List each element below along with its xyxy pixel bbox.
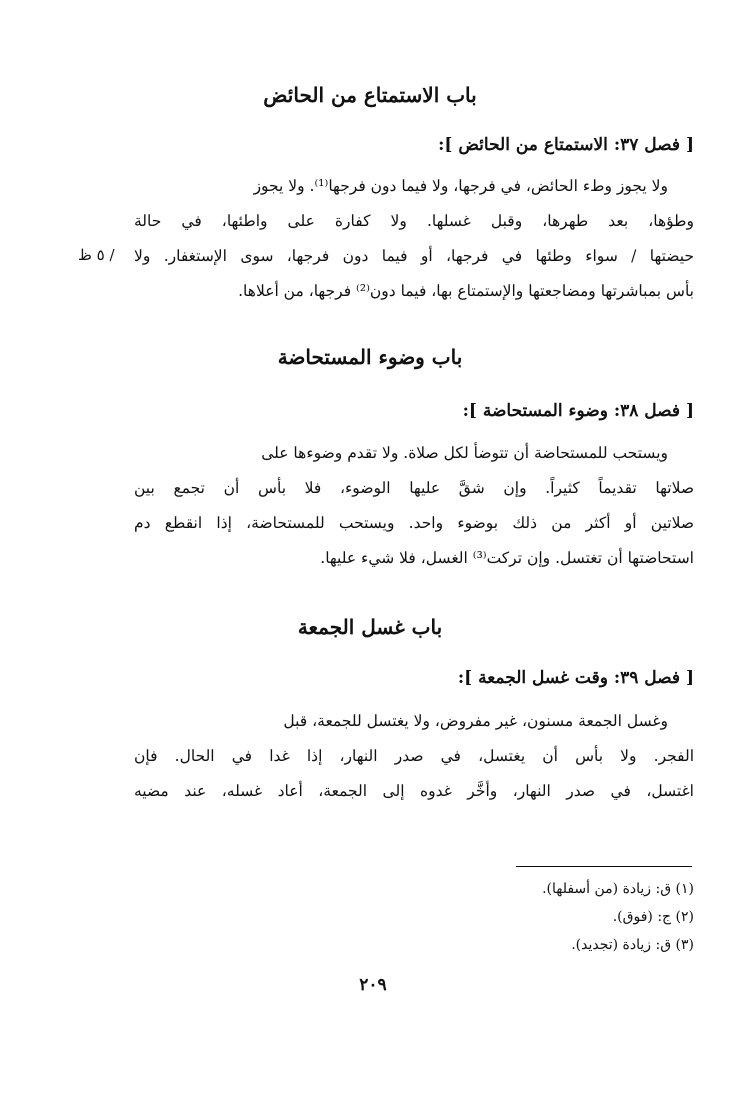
paragraph-line: استحاضتها أن تغتسل. وإن تركت⁽³⁾ الغسل، فلا شيء عليها. [320, 549, 694, 567]
section-heading: [ فصل ٣٧: الاستمتاع من الحائض ]: [438, 135, 694, 155]
section-heading: [ فصل ٣٨: وضوء المستحاضة ]: [462, 401, 694, 421]
chapter-title: باب وضوء المستحاضة [277, 345, 463, 369]
section-heading: [ فصل ٣٩: وقت غسل الجمعة ]: [457, 668, 694, 688]
paragraph-line: اغتسل، في صدر النهار، وأخَّر غدوه إلى الجمعة، أعاد غسله، عند مضيه [134, 782, 694, 800]
paragraph-line: صلاتها تقديماً كثيراً. وإن شقَّ عليها الوضوء، فلا بأس أن تجمع بين [134, 479, 694, 497]
chapter-title: باب غسل الجمعة [297, 615, 443, 639]
margin-folio-note: / ٥ ظ [78, 246, 115, 264]
paragraph-line: ويستحب للمستحاضة أن تتوضأ لكل صلاة. ولا تقدم وضوءها على [261, 444, 668, 462]
chapter-title: باب الاستمتاع من الحائض [263, 83, 477, 107]
footnote: (١) ق: زيادة (من أسفلها). [542, 881, 694, 897]
footnote: (٢) ج: (فوق). [612, 909, 694, 925]
paragraph-line: وطؤها، بعد طهرها، وقبل غسلها. ولا كفارة على واطئها، في حالة [134, 212, 694, 230]
footnote-divider [516, 866, 692, 867]
paragraph-line: صلاتين أو أكثر من ذلك بوضوء واحد. ويستحب للمستحاضة، إذا انقطع دم [134, 514, 694, 532]
footnote: (٣) ق: زيادة (تجديد). [571, 937, 694, 953]
paragraph-line: ولا يجوز وطء الحائض، في فرجها، ولا فيما دون فرجها⁽¹⁾. ولا يجوز [253, 177, 668, 195]
paragraph-line: بأس بمباشرتها ومضاجعتها والإستمتاع بها، فيما دون⁽²⁾ فرجها، من أعلاها. [238, 282, 694, 300]
page-number: ٢٠٩ [359, 975, 387, 995]
paragraph-line: الفجر. ولا بأس أن يغتسل، في صدر النهار، إذا غدا في الحال. فإن [134, 747, 694, 765]
paragraph-line: حيضتها / سواء وطئها في فرجها، أو فيما دون فرجها، سوى الإستغفار. ولا [134, 247, 694, 265]
paragraph-line: وغسل الجمعة مسنون، غير مفروض، ولا يغتسل للجمعة، قبل [283, 712, 668, 730]
